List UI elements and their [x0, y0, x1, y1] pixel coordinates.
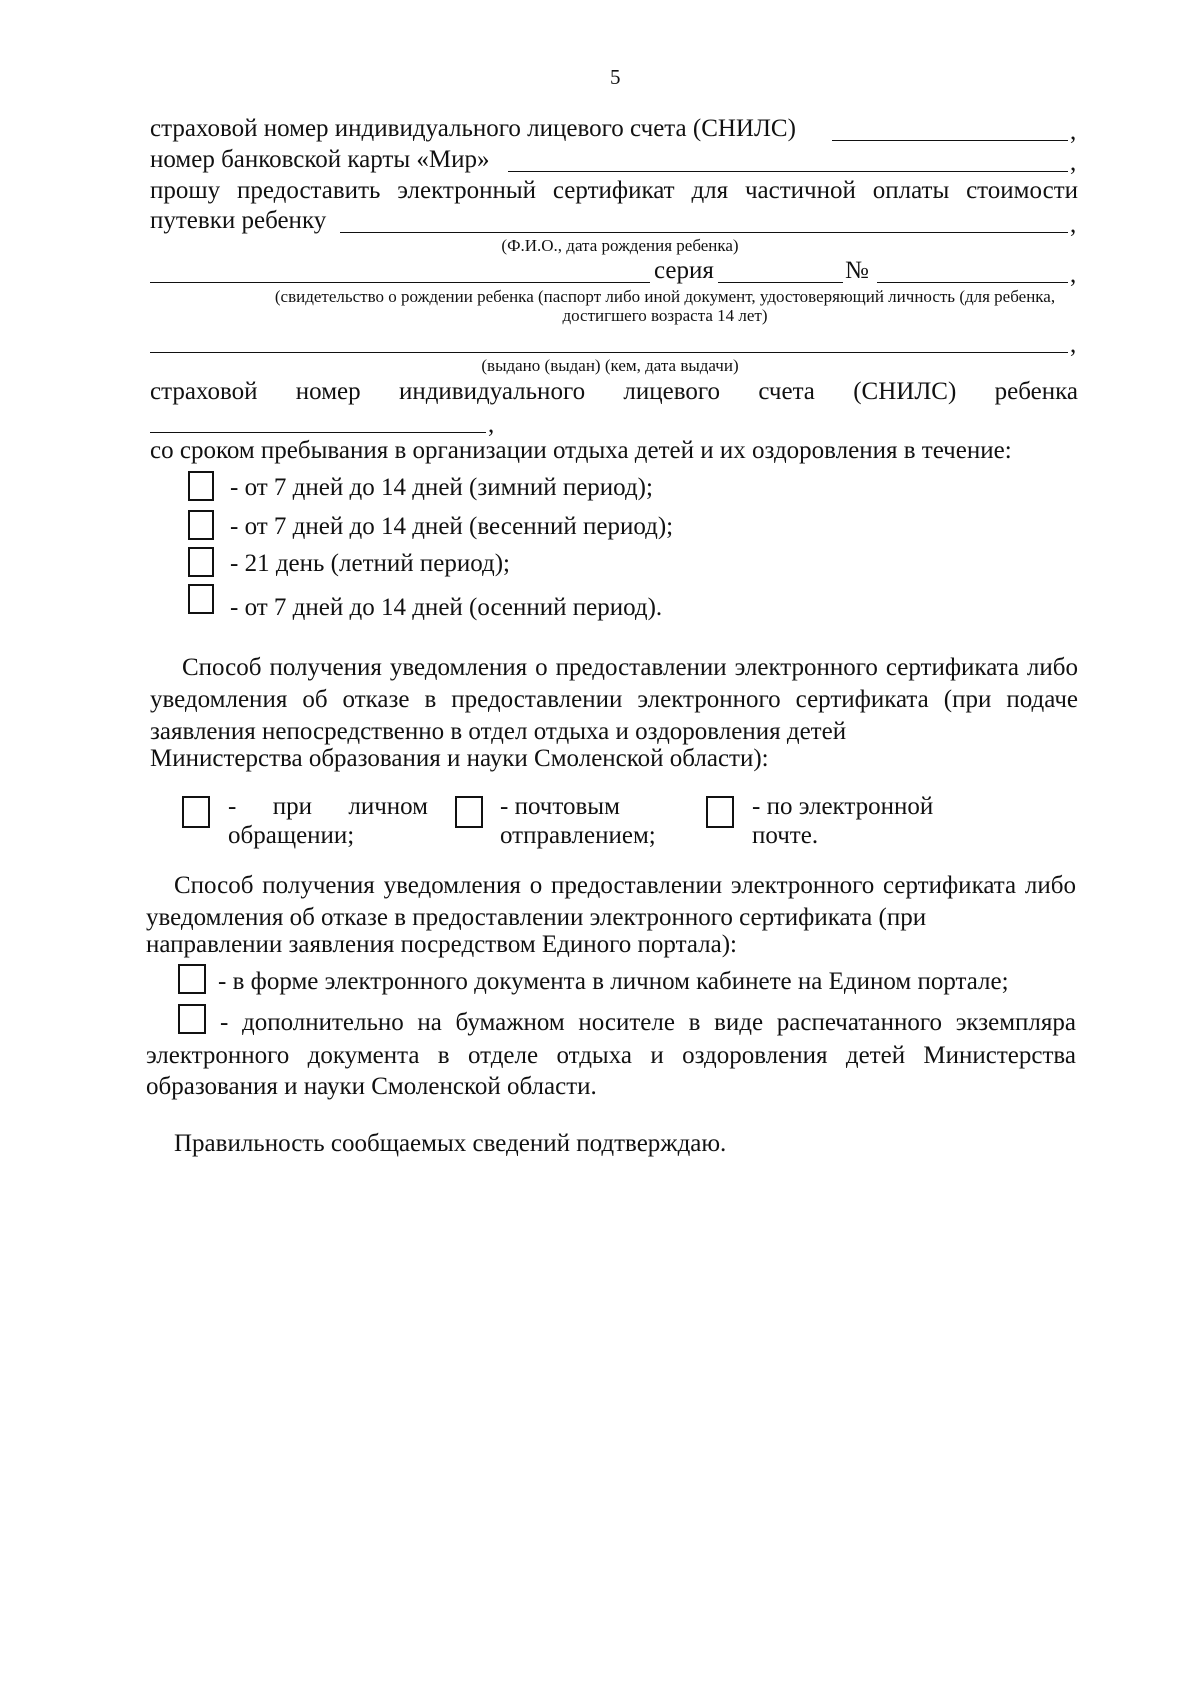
snils-child-word-2: номер	[295, 378, 361, 405]
snils-child-word-6: (СНИЛС)	[853, 378, 957, 405]
direct-personal-word-2: при	[272, 793, 312, 820]
direct-option-personal-line1	[228, 792, 428, 822]
snils-child-line	[150, 377, 1078, 407]
confirmation-text: Правильность сообщаемых сведений подтверждаю.	[174, 1130, 727, 1157]
issued-field[interactable]	[150, 352, 1068, 353]
snils-applicant-comma: ,	[1070, 118, 1077, 145]
series-field[interactable]	[718, 282, 843, 283]
page-number: 5	[610, 65, 621, 89]
mir-card-comma: ,	[1070, 149, 1077, 176]
portal-checkbox-paper[interactable]	[178, 1004, 206, 1034]
snils-applicant-label: страховой номер индивидуального лицевого счета (СНИЛС)	[150, 115, 796, 142]
birth-doc-field[interactable]	[150, 282, 650, 283]
issued-caption: (выдано (выдан) (кем, дата выдачи)	[481, 356, 739, 375]
direct-option-personal-line2: обращении;	[228, 822, 355, 849]
snils-child-field[interactable]	[150, 432, 486, 433]
stay-option-autumn: - от 7 дней до 14 дней (осенний период).	[230, 594, 663, 621]
snils-child-word-4: лицевого	[623, 378, 720, 405]
snils-child-comma: ,	[488, 411, 495, 438]
snils-child-word-3: индивидуального	[398, 378, 586, 405]
snils-child-word-5: счета	[758, 378, 815, 405]
method-portal-last-line: направлении заявления посредством Единого портала):	[146, 931, 737, 958]
stay-option-summer: - 21 день (летний период);	[230, 550, 511, 577]
direct-checkbox-email[interactable]	[706, 796, 734, 828]
number-field[interactable]	[877, 282, 1068, 283]
series-label: серия	[654, 257, 714, 284]
request-line-1: прошу предоставить электронный сертификат для частичной оплаты стоимости	[150, 177, 1078, 204]
child-name-caption: (Ф.И.О., дата рождения ребенка)	[501, 236, 739, 255]
direct-option-post-line1: - почтовым	[500, 793, 620, 820]
method-portal-paragraph	[146, 870, 1076, 934]
number-label: №	[845, 257, 869, 284]
birth-doc-caption-1: (свидетельство о рождении ребенка (паспорт либо иной документ, удостоверяющий личность (для ребенка,	[274, 287, 1056, 306]
snils-applicant-field[interactable]	[832, 140, 1068, 141]
child-name-field[interactable]	[340, 232, 1068, 233]
mir-card-field[interactable]	[508, 171, 1068, 172]
issued-comma: ,	[1070, 331, 1077, 358]
portal-checkbox-cabinet[interactable]	[178, 964, 206, 994]
request-line-2-label: путевки ребенку	[150, 207, 327, 234]
direct-option-email-line1: - по электронной	[752, 793, 934, 820]
stay-checkbox-summer[interactable]	[188, 547, 214, 577]
stay-option-spring: - от 7 дней до 14 дней (весенний период);	[230, 513, 674, 540]
snils-child-word-7: ребенка	[994, 378, 1078, 405]
direct-checkbox-post[interactable]	[455, 796, 483, 828]
birth-doc-comma: ,	[1070, 261, 1077, 288]
method-direct-text: Способ получения уведомления о предоставлении электронного сертификата либо уведомления об отказе в предоставлении электронного сертификата (при подаче заявления непосредственно в отдел отдыха и оздоровления детей	[150, 654, 1078, 745]
method-direct-paragraph	[150, 652, 1078, 748]
direct-personal-word-1: -	[228, 793, 237, 820]
stay-checkbox-winter[interactable]	[188, 471, 214, 501]
birth-doc-caption-2: достигшего возраста 14 лет)	[562, 306, 768, 325]
mir-card-label: номер банковской карты «Мир»	[150, 146, 490, 173]
direct-option-email-line2: почте.	[752, 822, 819, 849]
stay-checkbox-spring[interactable]	[188, 510, 214, 540]
stay-option-winter: - от 7 дней до 14 дней (зимний период);	[230, 474, 653, 501]
stay-intro: со сроком пребывания в организации отдыха детей и их оздоровления в течение:	[150, 437, 1012, 464]
direct-option-post-line2: отправлением;	[500, 822, 656, 849]
method-direct-last-line: Министерства образования и науки Смоленской области):	[150, 745, 769, 772]
direct-personal-word-3: личном	[348, 793, 428, 820]
portal-option-cabinet: - в форме электронного документа в личном кабинете на Едином портале;	[218, 968, 1009, 995]
snils-child-word-1: страховой	[150, 378, 258, 405]
stay-checkbox-autumn[interactable]	[188, 584, 214, 614]
child-name-comma: ,	[1070, 211, 1077, 238]
method-portal-text: Способ получения уведомления о предоставлении электронного сертификата либо уведомления об отказе в предоставлении электронного сертификата (при	[146, 872, 1076, 931]
direct-checkbox-personal[interactable]	[182, 796, 210, 828]
portal-option-paper-line2: электронного документа в отделе отдыха и оздоровления детей Министерства	[146, 1042, 1076, 1069]
portal-option-paper-line3: образования и науки Смоленской области.	[146, 1073, 597, 1100]
portal-option-paper-line1: - дополнительно на бумажном носителе в виде распечатанного экземпляра	[220, 1009, 1076, 1036]
